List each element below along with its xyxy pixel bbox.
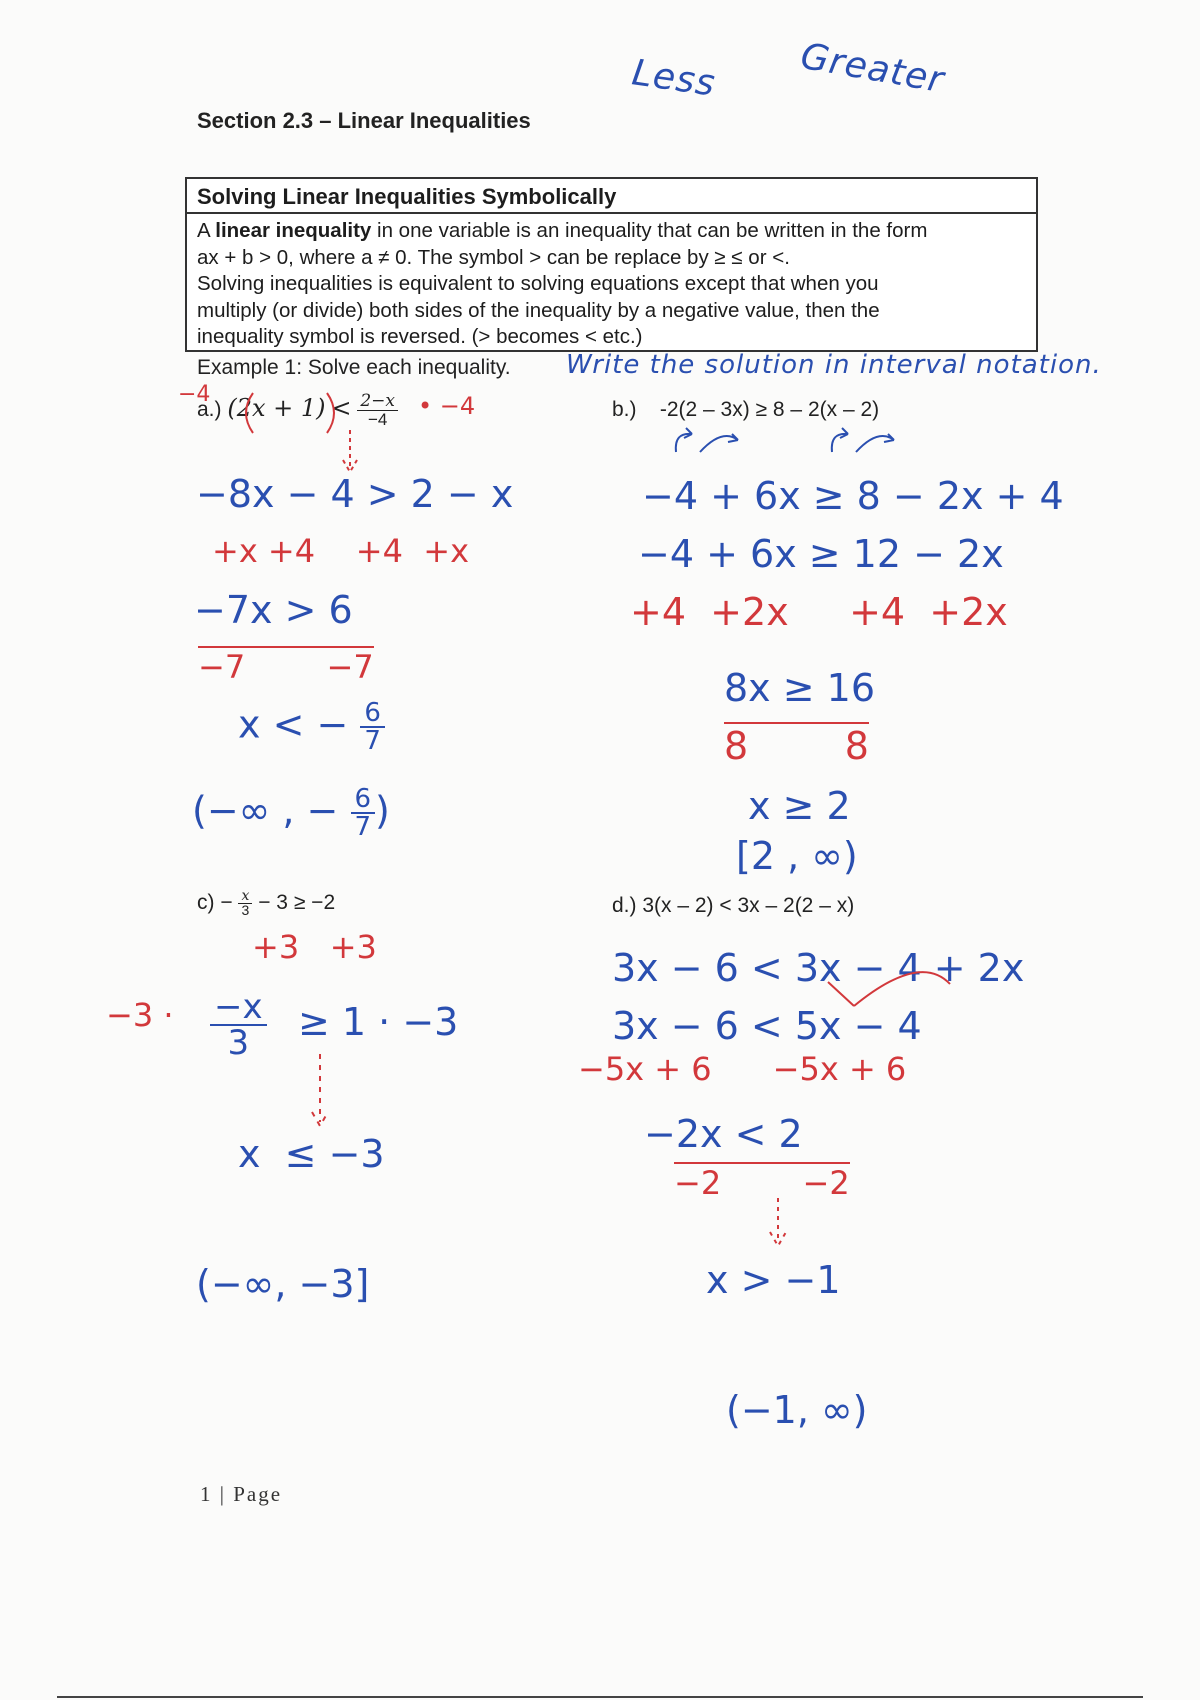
handwritten-instruction: Write the solution in interval notation. <box>566 350 1102 380</box>
fraction-numerator: 6 <box>351 786 376 814</box>
problem-a-step-4: −7 −7 <box>198 648 374 686</box>
problem-b-interval: [2 , ∞) <box>736 834 858 878</box>
fraction-denominator: −4 <box>367 410 388 429</box>
fraction <box>351 786 376 840</box>
problem-a-red-multiplier-left: −4 <box>178 382 211 407</box>
problem-a-symbol: < <box>331 394 352 423</box>
definition-line-3: Solving inequalities is equivalent to solving equations except that when you <box>197 272 879 295</box>
bottom-rule <box>57 1696 1143 1698</box>
section-title: Section 2.3 – Linear Inequalities <box>197 108 531 133</box>
problem-d-step-6: x > −1 <box>706 1258 841 1302</box>
definition-body <box>187 214 1036 355</box>
problem-d-step-2: 3x − 6 < 5x − 4 <box>612 1004 922 1048</box>
problem-a-step-1: −8x − 4 > 2 − x <box>196 472 514 516</box>
fraction-denominator: 7 <box>364 726 381 756</box>
problem-a-lhs: (2x + 1) <box>227 394 326 423</box>
problem-d-expression: 3(x – 2) < 3x – 2(2 – x) <box>642 894 855 917</box>
problem-c-rest: − 3 ≥ −2 <box>258 891 336 915</box>
problem-a-fraction <box>357 392 398 429</box>
definition-line-5: inequality symbol is reversed. (> becomes < etc.) <box>197 325 643 348</box>
down-arrow-icon <box>766 1196 790 1248</box>
problem-d-label: d.) <box>612 894 637 917</box>
page-number: 1 | Page <box>200 1482 283 1506</box>
definition-title: Solving Linear Inequalities Symbolically <box>187 179 1036 214</box>
problem-c-step-1: +3 +3 <box>252 928 377 966</box>
problem-b-expression: -2(2 – 3x) ≥ 8 – 2(x – 2) <box>659 398 880 421</box>
fraction <box>210 987 267 1063</box>
problem-b-step-2: −4 + 6x ≥ 12 − 2x <box>638 532 1004 576</box>
problem-c-frac <box>210 987 267 1063</box>
problem-a-interval: (−∞ , − $\frac{6}{7}$ ) <box>192 784 390 842</box>
problem-c-fraction <box>238 890 252 917</box>
problem-b-step-1: −4 + 6x ≥ 8 − 2x + 4 <box>642 474 1064 518</box>
fraction-denominator: 3 <box>227 1023 250 1063</box>
down-arrow-icon <box>308 1052 332 1128</box>
problem-b-statement <box>612 398 879 422</box>
problem-a-label: a.) <box>197 398 222 422</box>
problem-a-step-3: −7x > 6 <box>194 588 353 632</box>
problem-d-step-5: −2 −2 <box>674 1164 850 1202</box>
problem-b-step-5: 8 8 <box>724 724 869 768</box>
problem-a-red-multiplier-right: • −4 <box>418 392 476 420</box>
problem-c-red-multiplier: −3 · <box>106 996 174 1034</box>
fraction-numerator: 6 <box>360 700 385 728</box>
fraction-numerator: x <box>238 890 252 904</box>
problem-a-step-2: +x +4 +4 +x <box>212 532 470 570</box>
problem-b-step-6: x ≥ 2 <box>748 784 851 828</box>
definition-line-1 <box>197 218 1026 245</box>
red-circle-marks <box>235 388 345 438</box>
problem-b-label: b.) <box>612 398 637 421</box>
definition-term: linear inequality <box>215 219 372 242</box>
problem-c-rhs: ≥ 1 · −3 <box>298 1000 459 1044</box>
example-label: Example 1: Solve each inequality. <box>197 356 511 379</box>
down-arrow-icon <box>340 428 360 478</box>
problem-c-negative: − <box>220 891 233 915</box>
fraction-numerator: −x <box>210 990 267 1026</box>
interval-text: (−∞ , − <box>192 788 339 833</box>
definition-text: in one variable is an inequality that can be written in the form <box>371 219 928 242</box>
problem-d-statement <box>612 894 854 918</box>
definition-line-2: ax + b > 0, where a ≠ 0. The symbol > can be replace by ≥ ≤ or <. <box>197 245 790 269</box>
definition-line-4: multiply (or divide) both sides of the inequality by a negative value, then the <box>197 298 880 322</box>
problem-c-statement <box>197 890 335 917</box>
problem-a-step-5 <box>238 700 385 754</box>
problem-d-interval: (−1, ∞) <box>726 1388 868 1432</box>
problem-d-step-4: −2x < 2 <box>644 1112 803 1156</box>
fraction-numerator: 2−x <box>357 392 398 411</box>
fraction-denominator: 3 <box>241 902 250 918</box>
problem-d-step-3: −5x + 6 −5x + 6 <box>578 1050 907 1088</box>
handwritten-less-note: Less <box>629 52 719 105</box>
definition-box <box>185 177 1038 352</box>
problem-b-step-4: 8x ≥ 16 <box>724 666 876 710</box>
problem-d-step-1: 3x − 6 < 3x − 4 + 2x <box>612 946 1025 990</box>
problem-c-interval: (−∞, −3] <box>196 1262 370 1306</box>
problem-a-inequality: x < − <box>238 702 349 747</box>
fraction-denominator: 7 <box>354 812 372 842</box>
problem-c-step-3: x ≤ −3 <box>238 1132 385 1176</box>
fraction <box>360 700 385 754</box>
distribute-arrows-icon <box>670 424 910 460</box>
definition-text: A <box>197 219 216 242</box>
problem-c-step-2 <box>298 1000 458 1044</box>
problem-b-step-3: +4 +2x +4 +2x <box>630 590 1008 634</box>
problem-c-label: c) <box>197 891 215 915</box>
handwritten-greater-note: Greater <box>797 35 948 102</box>
